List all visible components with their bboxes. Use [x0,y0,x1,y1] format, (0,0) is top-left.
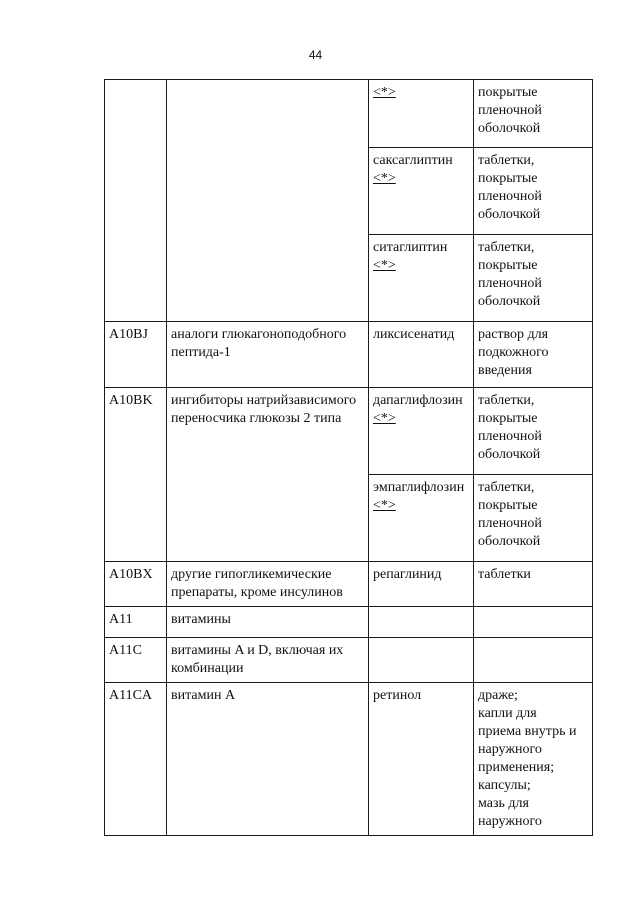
dosage-form-line: пленочной [478,189,542,204]
substance-name: ситаглиптин [373,240,448,255]
dosage-form-line: подкожного [478,345,549,360]
atc-code-cell [105,322,167,388]
dosage-form-cell [474,683,593,836]
group-name: витамин A [171,688,236,703]
dosage-form-line: покрытые [478,258,538,273]
substance-name: ретинол [373,688,422,703]
page-number: 44 [308,48,323,62]
dosage-form-line: таблетки [478,567,531,582]
dosage-form-line: драже; [478,688,518,703]
atc-code: A10BK [109,393,153,408]
atc-code-cell [105,562,167,607]
substance-cell [369,148,474,235]
substance-cell [369,607,474,638]
atc-code-cell [105,388,167,562]
substance-cell [369,388,474,475]
table-row [105,638,593,683]
dosage-form-cell [474,638,593,683]
substance-cell [369,638,474,683]
dosage-form-line: пленочной [478,276,542,291]
dosage-form-line: введения [478,363,532,378]
atc-code: A10BJ [109,327,148,342]
dosage-form-cell [474,80,593,148]
group-name: аналоги глюкагоноподобного пептида-1 [171,327,347,360]
dosage-form-line: таблетки, [478,240,535,255]
atc-code: A10BX [109,567,153,582]
dosage-form-line: раствор для [478,327,549,342]
substance-cell [369,683,474,836]
table-body [105,80,593,836]
dosage-form-line: приема внутрь и [478,724,577,739]
table-row [105,607,593,638]
group-name: витамины A и D, включая их комбинации [171,643,344,676]
group-cell [167,683,369,836]
dosage-form-line: наружного [478,742,542,757]
substance-cell [369,235,474,322]
dosage-form-line: применения; [478,760,555,775]
substance-cell [369,562,474,607]
substance-name: репаглинид [373,567,442,582]
substance-cell [369,80,474,148]
dosage-form-line: наружного [478,814,542,829]
dosage-form-line: капли для [478,706,537,721]
footnote-mark: <*> [373,498,396,513]
atc-code-cell [105,683,167,836]
dosage-form-line: мазь для [478,796,529,811]
group-cell [167,638,369,683]
group-cell [167,322,369,388]
group-cell [167,80,369,322]
atc-code: A11CA [109,688,153,703]
dosage-form-line: оболочкой [478,121,541,136]
substance-cell [369,322,474,388]
dosage-form-line: пленочной [478,429,542,444]
footnote-mark: <*> [373,171,396,186]
dosage-form-line: покрытые [478,171,538,186]
dosage-form-cell [474,388,593,475]
table-row [105,562,593,607]
group-cell [167,607,369,638]
dosage-form-line: оболочкой [478,534,541,549]
atc-code-cell [105,607,167,638]
dosage-form-cell [474,148,593,235]
dosage-form-line: пленочной [478,103,542,118]
dosage-form-line: капсулы; [478,778,531,793]
dosage-form-line: оболочкой [478,207,541,222]
atc-code: A11 [109,612,133,627]
dosage-form-line: оболочкой [478,294,541,309]
group-cell [167,388,369,562]
dosage-form-cell [474,475,593,562]
footnote-mark: <*> [373,258,396,273]
substance-name: саксаглиптин [373,153,453,168]
table-row [105,683,593,836]
dosage-form-line: покрытые [478,498,538,513]
table-row [105,322,593,388]
footnote-mark: <*> [373,85,396,100]
group-cell [167,562,369,607]
dosage-form-cell [474,562,593,607]
drug-table [104,79,593,836]
atc-code-cell [105,638,167,683]
dosage-form-line: покрытые [478,411,538,426]
dosage-form-line: таблетки, [478,153,535,168]
substance-cell [369,475,474,562]
table-row [105,80,593,148]
dosage-form-line: оболочкой [478,447,541,462]
atc-code: A11C [109,643,142,658]
dosage-form-line: таблетки, [478,393,535,408]
dosage-form-line: пленочной [478,516,542,531]
substance-name: ликсисенатид [373,327,455,342]
dosage-form-line: покрытые [478,85,538,100]
dosage-form-cell [474,235,593,322]
footnote-mark: <*> [373,411,396,426]
table-row [105,388,593,475]
atc-code-cell [105,80,167,322]
group-name: ингибиторы натрийзависимого переносчика глюкозы 2 типа [171,393,357,426]
dosage-form-cell [474,322,593,388]
group-name: другие гипогликемические препараты, кроме инсулинов [171,567,343,600]
dosage-form-cell [474,607,593,638]
group-name: витамины [171,612,231,627]
dosage-form-line: таблетки, [478,480,535,495]
substance-name: эмпаглифлозин [373,480,465,495]
substance-name: дапаглифлозин [373,393,463,408]
